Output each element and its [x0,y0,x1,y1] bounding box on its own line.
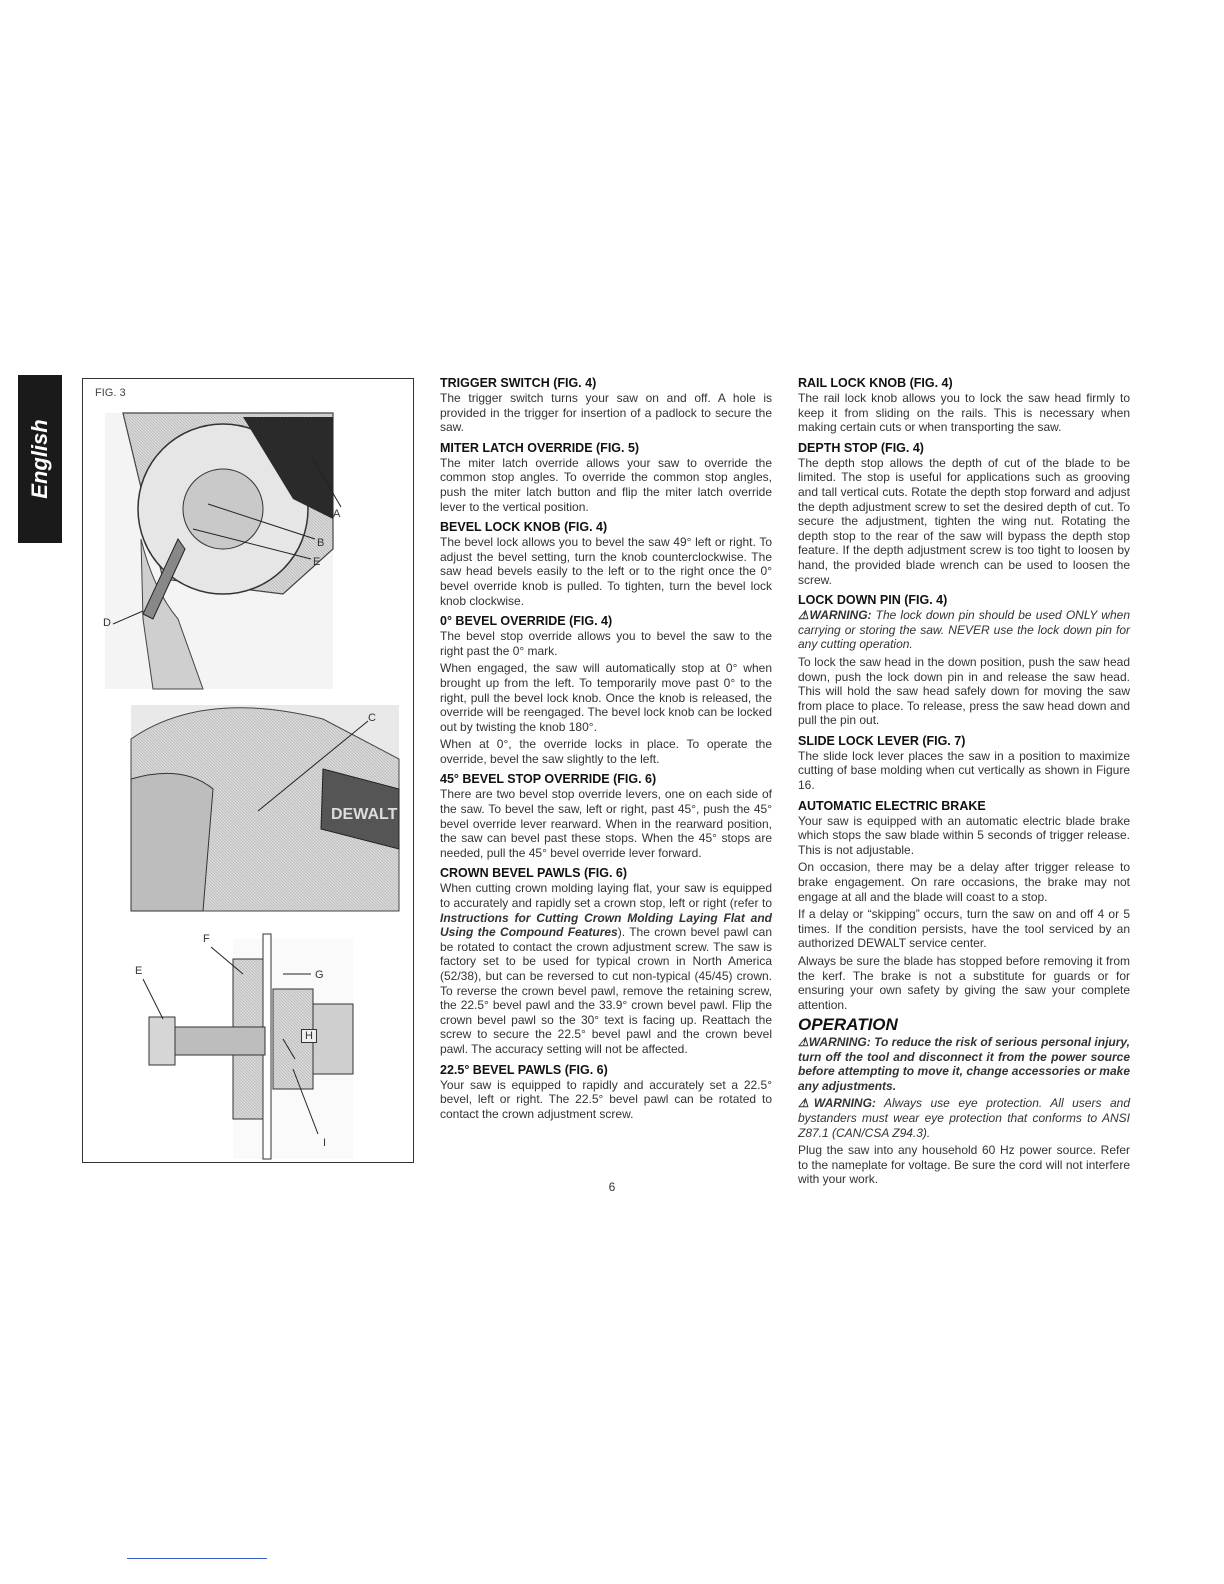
text-column-left [440,376,772,1127]
section-bevel-lock-knob [440,520,772,608]
operation-title: OPERATION [798,1015,898,1035]
warning-label-2: ⚠WARNING: [798,1096,876,1111]
callout-c: C [368,712,376,724]
figure-panel [82,378,414,1163]
section-zero-bevel-override [440,614,772,766]
zero-bevel-override-text-3: When at 0°, the override locks in place. To operate the override, bevel the saw slightly to the left. [440,737,772,766]
section-rail-lock-knob [798,376,1130,435]
heading-crown-bevel-pawls: CROWN BEVEL PAWLS (FIG. 6) [440,866,628,881]
operation-warning-1: ⚠WARNING: To reduce the risk of serious personal injury, turn off the tool and disconnect it from the power source before attempting to move it, change accessories or make any adjustments. [798,1034,1130,1093]
electric-brake-text-2: On occasion, there may be a delay after trigger release to brake engagement. On rare occasions, the brake may not engage at all and the blade will coast to a stop. [798,860,1130,904]
footer-rule [127,1558,267,1559]
page-number: 6 [608,1180,616,1194]
crown-text-post: ). The crown bevel pawl can be rotated to contact the crown adjustment screw. The saw is factory set to be used for typical crown in North America (52/38), but can be reversed to cut non-typical (45/45) crown. To reverse the crown bevel pawl, remove the retaining screw, the 22.5° bevel pawl and the 33.9° crown bevel pawl. Flip the crown bevel pawl so the 30° text is facing up. Reattach the screw to secure the 22.5° bevel pawl and the crown bevel pawl. The accuracy setting will not be affected. [440,925,772,1056]
bevel-stop-45-text: There are two bevel stop override levers, one on each side of the saw. To bevel the saw, left or right, past 45°, push the 45° bevel override lever rearward. When in the rearward position, the saw can bevel past these stops. When the 45° stops are needed, pull the 45° bevel override lever forward. [440,787,772,860]
section-miter-latch [440,441,772,514]
crown-pawl-illustration [143,934,353,1159]
callout-e-bottom: E [135,965,143,977]
heading-45-bevel-stop: 45° BEVEL STOP OVERRIDE (FIG. 6) [440,772,657,787]
heading-depth-stop: DEPTH STOP (FIG. 4) [798,440,924,455]
section-crown-bevel-pawls [440,866,772,1056]
callout-b: B [317,537,325,549]
electric-brake-text-3: If a delay or “skipping” occurs, turn the saw on and off 4 or 5 times. If the condition persists, have the tool serviced by an authorized DEWALT service center. [798,907,1130,951]
section-slide-lock-lever [798,734,1130,793]
section-trigger-switch [440,376,772,435]
lock-down-pin-warning-text: The lock down pin should be used ONLY when carrying or storing the saw. NEVER use the lock down pin for any cutting operation. [798,608,1130,652]
bevel-pawls-22-5-text: Your saw is equipped to rapidly and accurately set a 22.5° bevel, left or right. The 22.5° bevel pawl can be rotated to contact the crown adjustment screw. [440,1077,772,1121]
section-depth-stop [798,441,1130,587]
heading-22-5-bevel-pawls: 22.5° BEVEL PAWLS (FIG. 6) [440,1062,608,1077]
zero-bevel-override-text-1: The bevel stop override allows you to bevel the saw to the right past the 0° mark. [440,629,772,658]
callout-a: A [333,508,341,520]
heading-trigger-switch: TRIGGER SWITCH (FIG. 4) [440,376,597,390]
callout-h: H [301,1029,317,1043]
miter-latch-text: The miter latch override allows your saw to override the common stop angles. To override the common stop angles, push the miter latch button and flip the miter latch override lever to the vertical position. [440,455,772,514]
language-label: English [27,419,52,499]
trigger-switch-text: The trigger switch turns your saw on and off. A hole is provided in the trigger for insertion of a padlock to secure the saw. [440,391,772,435]
text-column-right [798,376,1130,1190]
crown-instructions-ref: Instructions for Cutting Crown Molding Laying Flat and Using the Compound Features [440,910,772,940]
slide-lock-lever-text: The slide lock lever places the saw in a position to maximize cutting of base molding when cut vertically as shown in Figure 16. [798,748,1130,793]
depth-stop-text: The depth stop allows the depth of cut of the blade to be limited. The stop is useful for applications such as grooving and tall vertical cuts. Rotate the depth stop forward and adjust the depth adjustment screw to set the desired depth of cut. To secure the adjustment, tighten the wing nut. Rotating the depth stop to the rear of the saw will bypass the depth stop feature. If the depth adjustment screw is too tight to loosen by hand, the provided blade wrench can be used to loosen the screw. [798,455,1130,587]
bevel-knob-illustration [105,413,341,689]
rail-lock-knob-text: The rail lock knob allows you to lock the saw head firmly to keep it from sliding on the rails. This is necessary when making certain cuts or when transporting the saw. [798,391,1130,435]
electric-brake-text-4: Always be sure the blade has stopped before removing it from the kerf. The brake is not a substitute for guards or for ensuring your own safety by giving the saw your complete attention. [798,954,1130,1012]
operation-text: Plug the saw into any household 60 Hz power source. Refer to the nameplate for voltage. Be sure the cord will not interfere with your work. [798,1143,1130,1187]
bevel-override-illustration [131,705,399,911]
warning-label: ⚠WARNING: [798,608,872,623]
callout-e-top: E [313,556,321,568]
section-45-bevel-stop [440,772,772,860]
electric-brake-text-1: Your saw is equipped with an automatic electric blade brake which stops the saw blade within 5 seconds of trigger release. This is not adjustable. [798,813,1130,857]
callout-d: D [103,617,111,629]
zero-bevel-override-text-2: When engaged, the saw will automatically stop at 0° when brought up from the left. To temporarily move past 0° to the right, pull the bevel lock knob. Once the knob is released, the override will be reengaged. The bevel lock knob can be locked out by twisting the knob 180°. [440,661,772,734]
heading-lock-down-pin: LOCK DOWN PIN (FIG. 4) [798,593,948,608]
crown-bevel-pawls-text [440,881,772,1056]
section-operation [798,1015,1130,1187]
lock-down-pin-warning [798,608,1130,652]
callout-f: F [203,933,210,945]
operation-warning-2-text: Always use eye protection. All users and bystanders must wear eye protection that conforms to ANSI Z87.1 (CAN/CSA Z94.3). [798,1096,1130,1140]
heading-bevel-lock-knob: BEVEL LOCK KNOB (FIG. 4) [440,520,608,535]
lock-down-pin-text: To lock the saw head in the down position, push the saw head down, push the lock down pin in and release the saw head. This will hold the saw head safely down for moving the saw from place to place. To release, press the saw head down and pull the pin out. [798,654,1130,728]
language-tab [18,375,62,543]
bevel-lock-knob-text: The bevel lock allows you to bevel the saw 49° left or right. To adjust the bevel setting, turn the knob counterclockwise. The saw head bevels easily to the left or to the right once the 0° bevel override knob is pulled. To tighten, turn the bevel lock knob clockwise. [440,535,772,608]
figure-label: FIG. 3 [95,387,126,399]
brand-mark: DEWALT [331,806,398,823]
callout-i: I [323,1137,327,1149]
heading-rail-lock-knob: RAIL LOCK KNOB (FIG. 4) [798,376,953,390]
section-electric-brake [798,799,1130,1013]
callout-g: G [315,969,324,981]
section-lock-down-pin [798,593,1130,728]
crown-text-pre: When cutting crown molding laying flat, your saw is equipped to accurately and rapidly set a crown stop, left or right (refer to [440,881,772,911]
figure-illustration [83,379,413,1162]
operation-warning-2 [798,1096,1130,1140]
heading-slide-lock-lever: SLIDE LOCK LEVER (FIG. 7) [798,733,966,748]
heading-electric-brake: AUTOMATIC ELECTRIC BRAKE [798,798,986,813]
section-22-5-bevel-pawls [440,1063,772,1122]
heading-miter-latch: MITER LATCH OVERRIDE (FIG. 5) [440,440,640,455]
heading-zero-bevel-override: 0° BEVEL OVERRIDE (FIG. 4) [440,614,613,629]
